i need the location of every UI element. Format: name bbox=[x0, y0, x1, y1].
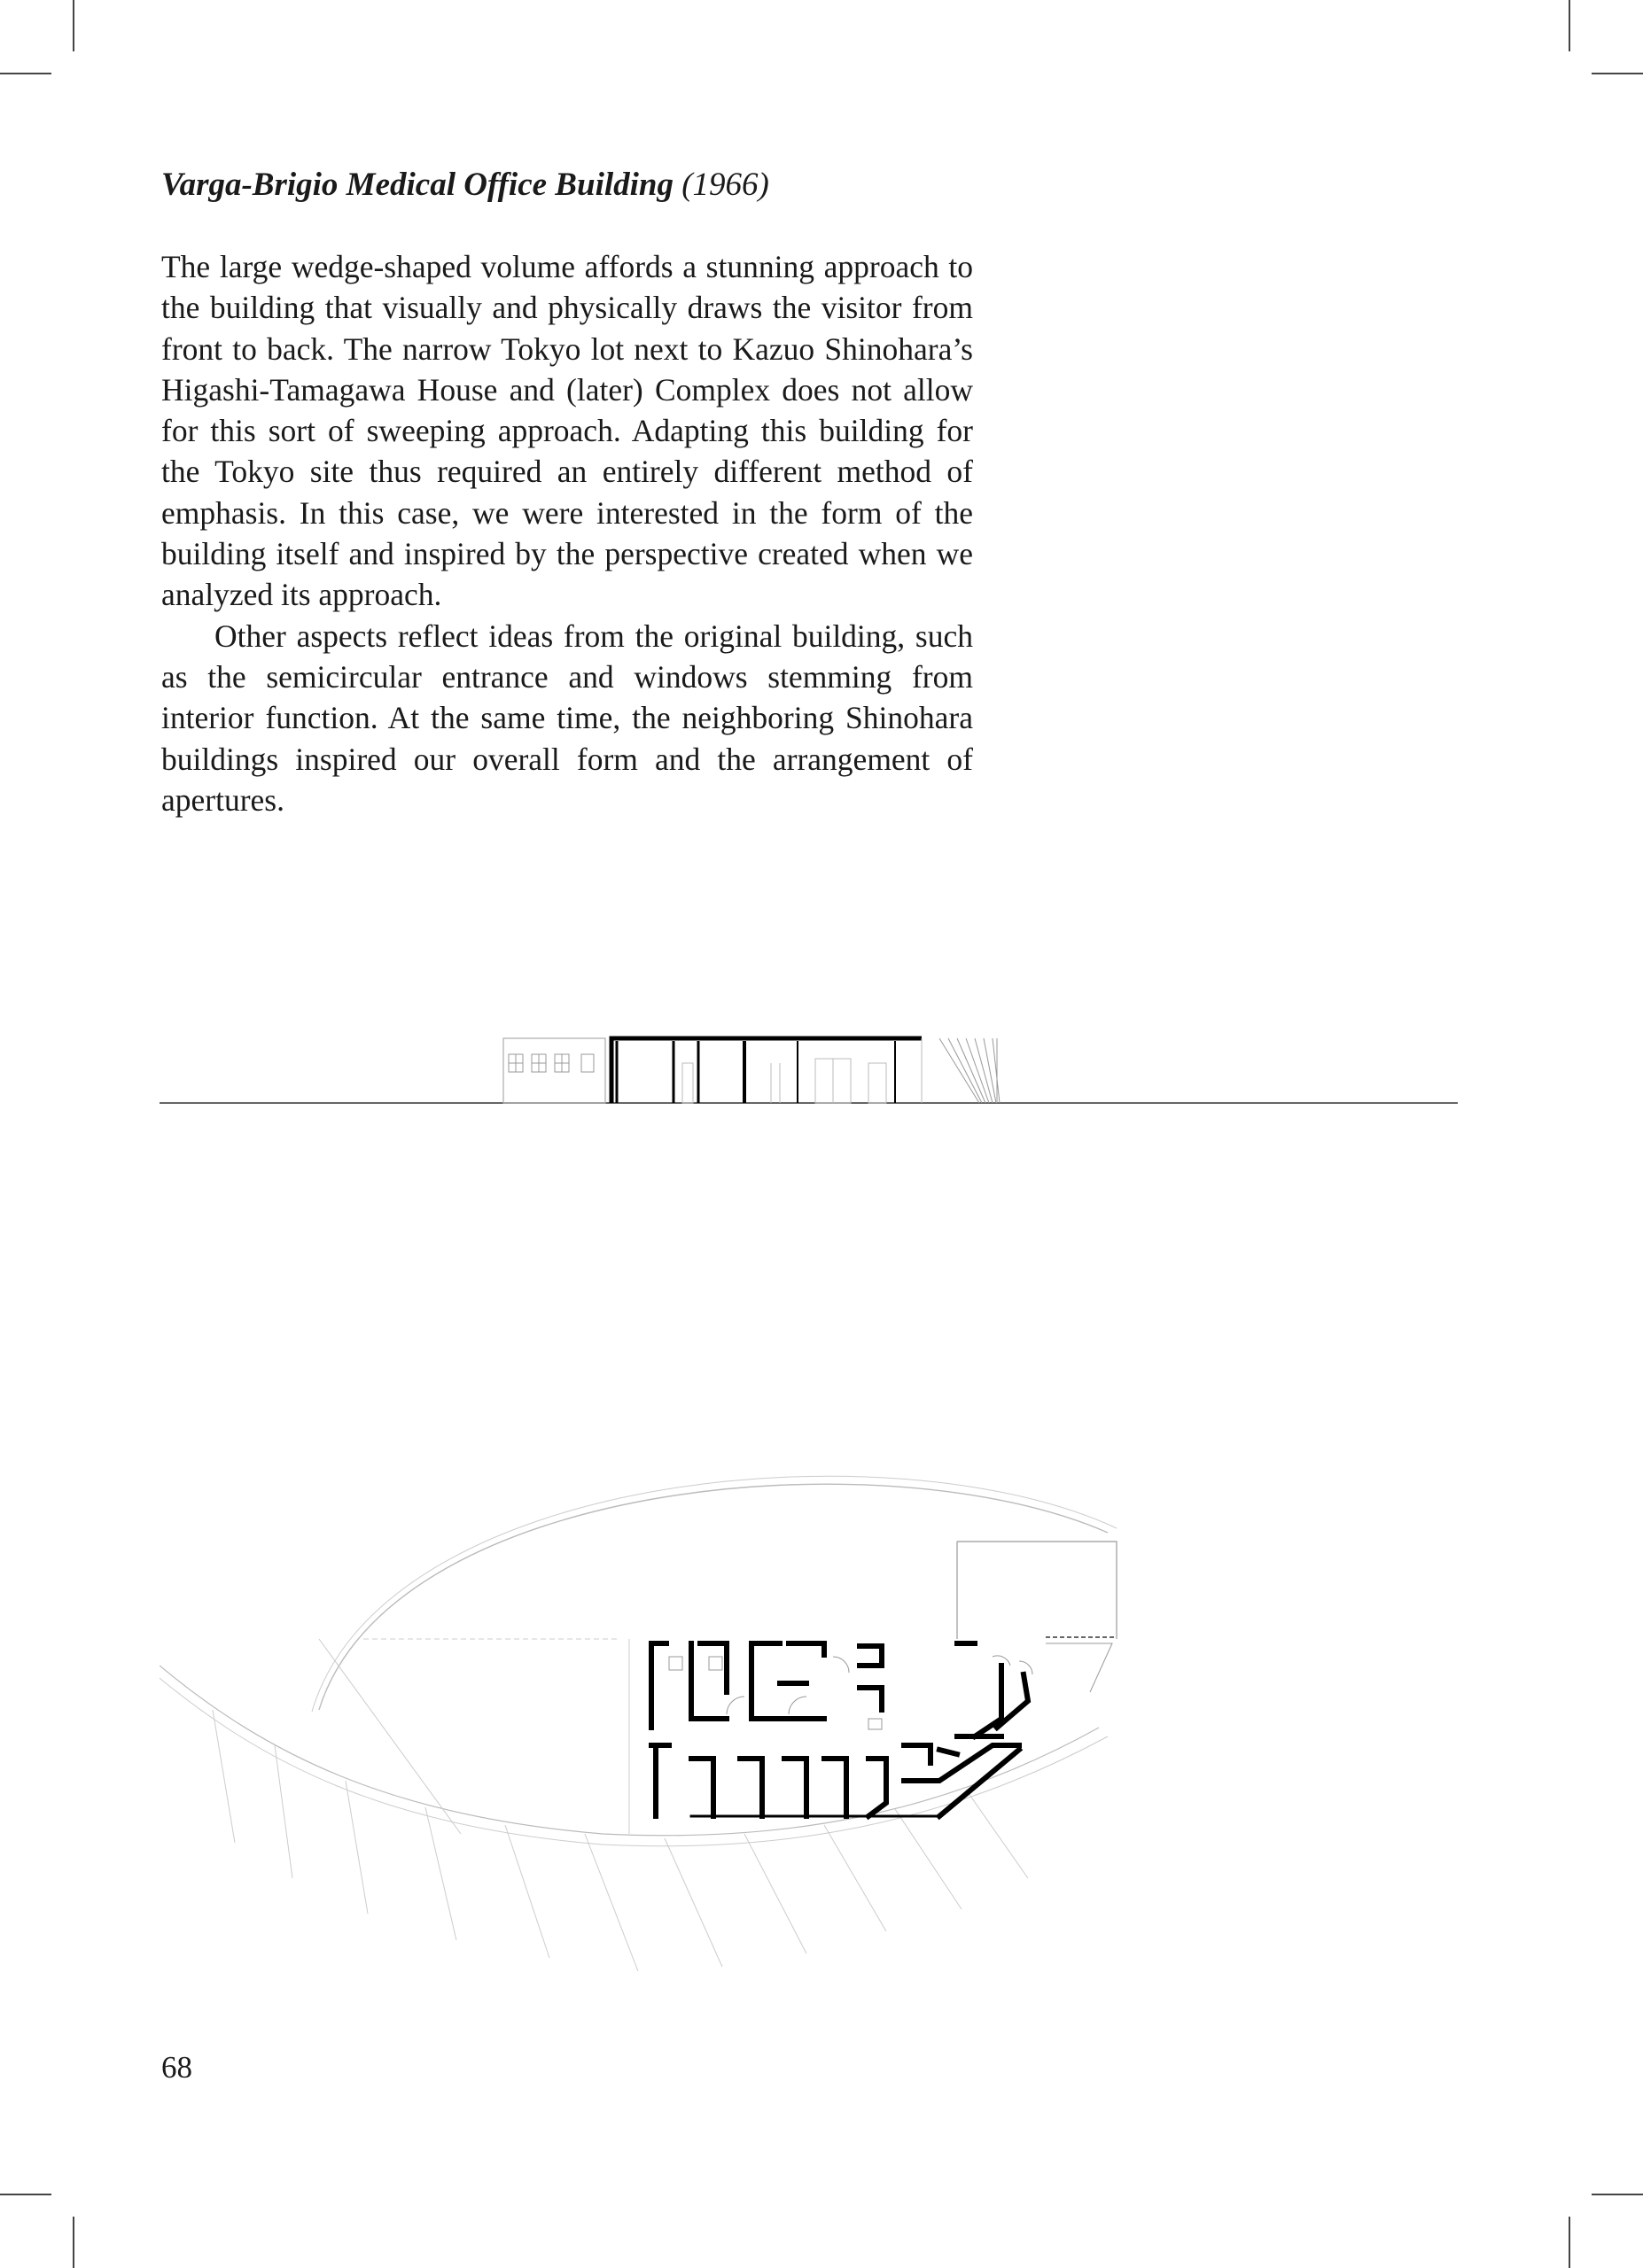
crop-mark-bottom-left-horizontal bbox=[0, 2194, 51, 2195]
crop-mark-bottom-right-horizontal bbox=[1592, 2194, 1643, 2195]
body-text bbox=[161, 246, 973, 820]
building-section-drawing bbox=[160, 1028, 1462, 1116]
crop-mark-top-left-horizontal bbox=[0, 73, 51, 74]
page-number: 68 bbox=[161, 2050, 192, 2085]
floor-plan-drawing bbox=[160, 1462, 1152, 2011]
heading-title: Varga-Brigio Medical Office Building bbox=[161, 167, 674, 203]
crop-mark-bottom-right-vertical bbox=[1569, 2217, 1570, 2268]
heading-year: (1966) bbox=[681, 167, 769, 203]
section-heading bbox=[161, 162, 977, 208]
crop-mark-top-right-horizontal bbox=[1592, 73, 1643, 74]
crop-mark-top-right-vertical bbox=[1569, 0, 1570, 51]
crop-mark-top-left-vertical bbox=[73, 0, 74, 51]
crop-mark-bottom-left-vertical bbox=[73, 2217, 74, 2268]
paragraph-1: The large wedge-shaped volume affords a stunning approach to the building that visually and physically draws the visitor from front to back. The narrow Tokyo lot next to Kazuo Shinohara’s Higashi-Tamagawa House and (later) Complex does not allow for this sort of sweeping approach. Adapting this building for the Tokyo site thus required an entirely different method of emphasis. In this case, we were interested in the form of the building itself and inspired by the perspective created when we analyzed its approach. bbox=[161, 249, 973, 613]
paragraph-2: Other aspects reflect ideas from the original building, such as the semicircular entrance and windows stemming from interior function. At the same time, the neighboring Shinohara buildings inspired our overall form and the arrangement of apertures. bbox=[161, 617, 973, 818]
